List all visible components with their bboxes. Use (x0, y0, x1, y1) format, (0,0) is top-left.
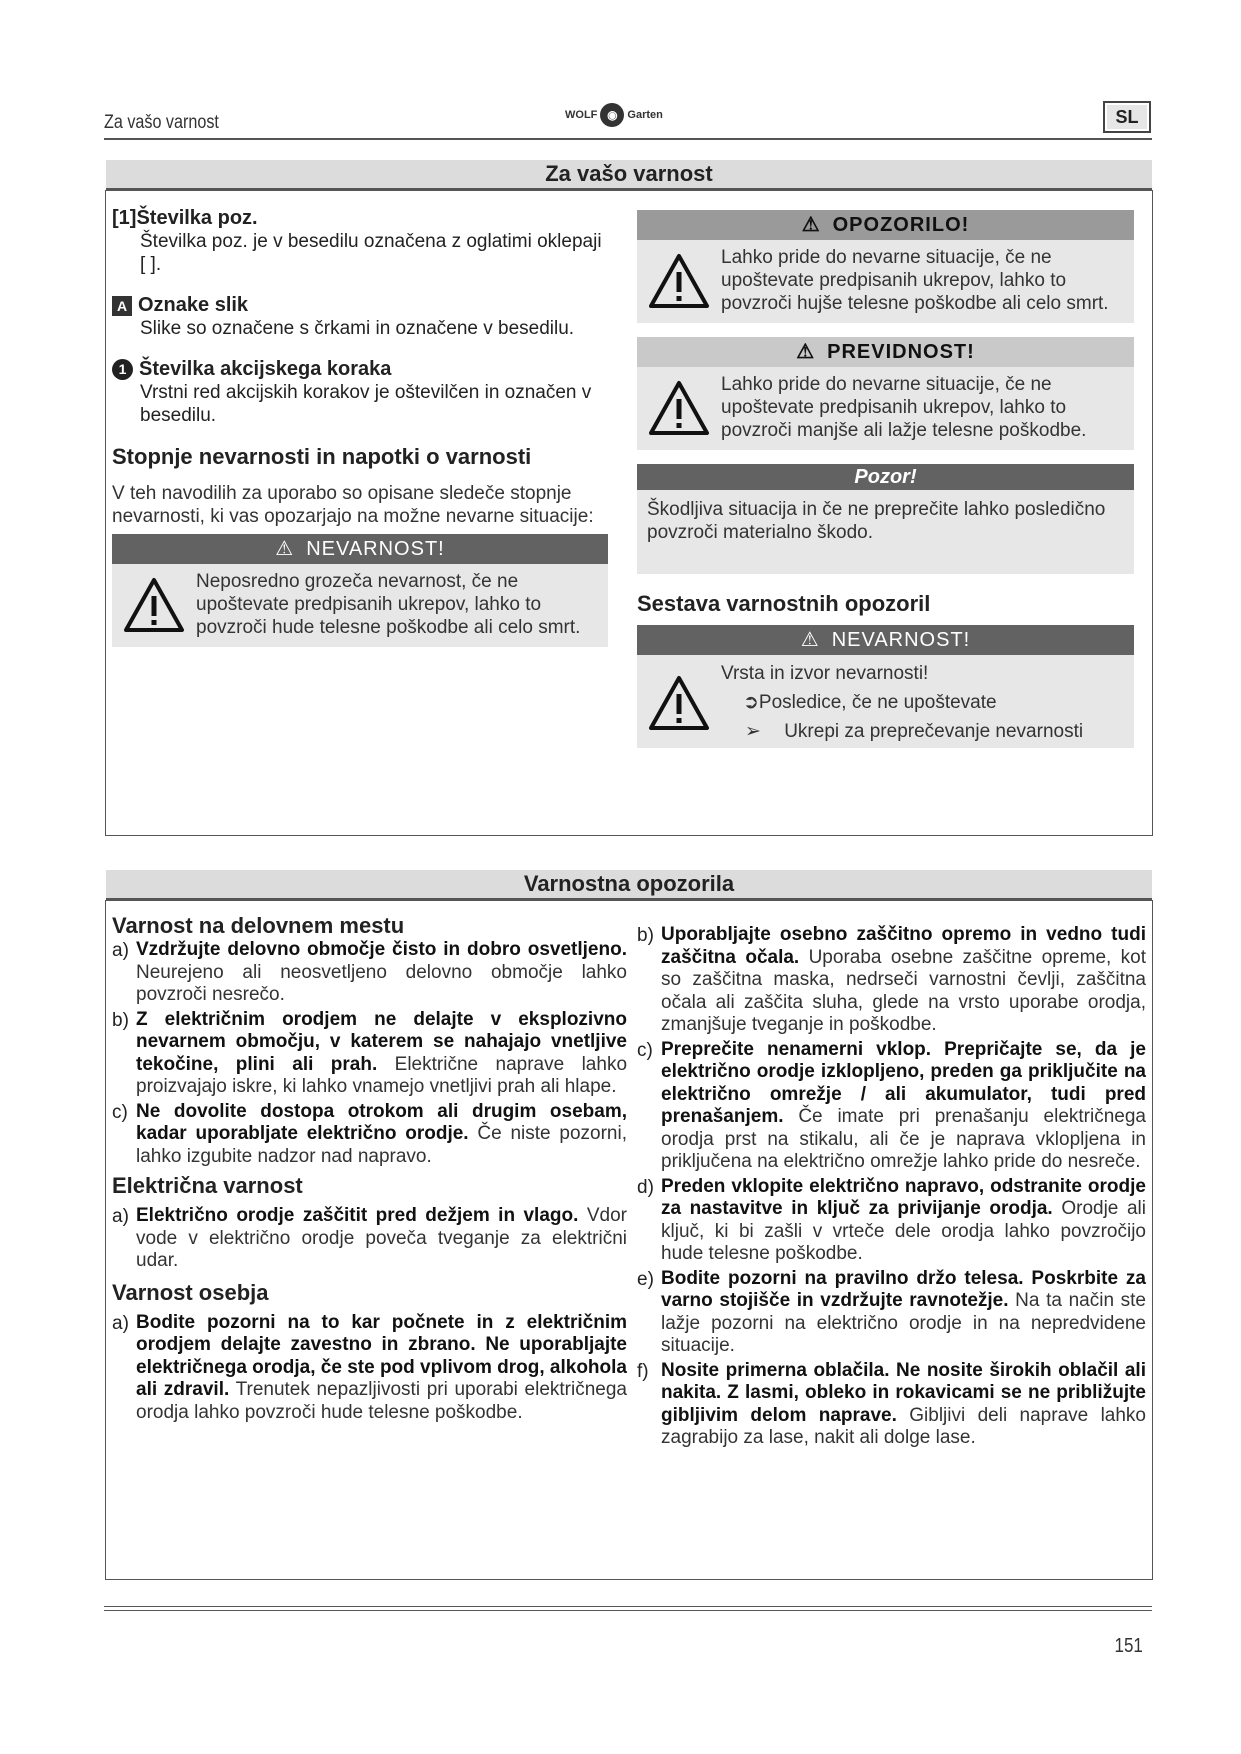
warning-triangle-icon (645, 373, 713, 442)
language-badge: SL (1103, 101, 1151, 133)
list-item: e) Bodite pozorni na pravilno držo telesa. Poskrbite za varno stojišče in vzdržujte ravnotežje. Na ta način ste lažje pozorni na električno orodje in na nepredvidene situacije. (637, 1267, 1146, 1356)
warning-box (637, 210, 1134, 323)
warning-triangle-icon (645, 659, 713, 746)
workplace-safety-heading: Varnost na delovnem mestu (112, 913, 405, 938)
list-item: a) Električno orodje zaščitit pred dežjem in vlago. Vdor vode v električno orodje poveča tveganje za električni udar. (112, 1205, 627, 1271)
warning-text: Lahko pride do nevarne situacije, če ne upoštevate predpisanih ukrepov, lahko to povzroči hujše telesne poškodbe ali celo smrt. (721, 247, 1109, 314)
danger-header (112, 534, 608, 564)
list-item: c) Ne dovolite dostopa otrokom ali drugim osebam, kadar uporabljate električno orodje. Če niste pozorni, lahko izgubite nadzor nad napravo. (112, 1100, 627, 1167)
warning-triangle-icon (645, 246, 713, 315)
electrical-safety-heading: Električna varnost (112, 1173, 303, 1198)
list-item: a) Bodite pozorni na to kar počnete in z električnim orodjem delajte zavestno in zbrano. Ne uporabljajte električnega orodja, če ste pod vplivom drog, alkohola ali zdravil. Trenutek nepazljivosti pri uporabi električnega orodja lahko povzroči hude telesne poškodbe. (112, 1311, 627, 1423)
warning-triangle-icon: ⚠ (801, 213, 821, 236)
warning-triangle-icon: ⚠ (800, 628, 820, 651)
hazard-levels-heading: Stopnje nevarnosti in napotki o varnosti (112, 444, 532, 469)
warning-triangle-icon: ⚠ (275, 537, 295, 560)
example-line-consequence: ➲Posledice, če ne upoštevate (743, 692, 997, 713)
notice-label: Pozor! (637, 464, 1134, 490)
footer-rule-1 (104, 1606, 1152, 1607)
notice-text: Škodljiva situacija in če ne preprečite lahko posledično povzroči materialno škodo. (647, 499, 1106, 543)
logo-text-right: Garten (627, 109, 663, 121)
danger-label: NEVARNOST! (306, 537, 445, 560)
warning-triangle-icon: ⚠ (796, 340, 816, 363)
item-position-title: [1]Številka poz. (112, 207, 258, 229)
example-label: NEVARNOST! (831, 628, 971, 651)
list-item: b) Z električnim orodjem ne delajte v eksplozivno nevarnem območju, v katerem se nahajajo vnetljive tekočine, plini ali prah. Električne naprave lahko proizvajajo iskre, ki lahko vnamejo vnetljivi prah ali hlape. (112, 1008, 628, 1097)
warnings-left-column (112, 914, 627, 1426)
item-step-title: Številka akcijskega koraka (139, 358, 392, 380)
structure-heading: Sestava varnostnih opozoril (637, 591, 931, 616)
caution-box (637, 337, 1134, 450)
step-number-icon: 1 (112, 359, 133, 380)
safety-right-column (637, 210, 1134, 748)
caution-header (637, 337, 1134, 367)
item-step (112, 358, 612, 381)
list-item: d) Preden vklopite električno napravo, odstranite orodje za nastavitve in ključ za privijanje orodja. Orodje ali ključ, ki bi zašli v vrteče dele orodja lahko povzročijo hude telesne poškodbe. (637, 1175, 1146, 1264)
section-title-warnings: Varnostna opozorila (106, 870, 1152, 900)
wolf-head-icon: ◉ (600, 103, 624, 127)
personal-safety-heading: Varnost osebja (112, 1279, 269, 1305)
section-title-safety: Za vašo varnost (106, 160, 1152, 190)
example-box (637, 625, 1134, 748)
header-rule (104, 138, 1152, 140)
safety-left-column (112, 207, 612, 647)
list-item: b) Uporabljajte osebno zaščitno opremo in vedno tudi zaščitna očala. Uporaba osebne zaščitne opreme, kot so zaščitna maska, nedrseči varnostni čevlji, zaščitna očala ali zaščita sluha, glede na vrsto uporabe orodja, zmanjšuje tveganje in poškodbe. (637, 924, 1147, 1035)
arrow-icon: ➢ (745, 721, 761, 742)
list-item: f) Nosite primerna oblačila. Ne nosite širokih oblačil ali nakita. Z lasmi, obleko in rokavicami se ne približujte gibljivim delom naprave. Gibljivi deli naprave lahko zagrabijo za lase, nakit ali dolge lase. (637, 1359, 1146, 1448)
warning-label: OPOZORILO! (832, 213, 970, 236)
item-figure (112, 294, 612, 317)
example-line-hazard: Vrsta in izvor nevarnosti! (721, 663, 929, 684)
brand-logo (565, 103, 663, 127)
hazard-levels-intro: V teh navodilih za uporabo so opisane sledeče stopnje nevarnosti, ki vas opozarjajo na možne nevarne situacije: (112, 483, 594, 527)
danger-box (112, 534, 608, 647)
example-header (637, 625, 1134, 655)
running-header: Za vašo varnost (104, 112, 219, 133)
warnings-right-column (637, 924, 1146, 1452)
caution-text: Lahko pride do nevarne situacije, če ne upoštevate predpisanih ukrepov, lahko to povzroči manjše ali lažje telesne poškodbe. (721, 374, 1087, 441)
item-figure-title: Oznake slik (138, 294, 249, 316)
item-position-body: Številka poz. je v besedilu označena z oglatimi oklepaji [ ]. (140, 231, 602, 275)
list-item: c) Preprečite nenamerni vklop. Prepričajte se, da je električno orodje izklopljeno, preden ga priključite na električno omrežje / ali akumulator, tudi pred prenašanjem. Če imate pri prenašanju električnega orodja prst na stikalu, ali če je naprava vklopljena in priključena na električno omrežje lahko pride do nesreče. (637, 1038, 1146, 1172)
item-figure-body: Slike so označene s črkami in označene v besedilu. (140, 318, 575, 339)
page-number: 151 (1114, 1635, 1143, 1657)
item-step-body: Vrstni red akcijskih korakov je oštevilčen in označen v besedilu. (140, 382, 592, 426)
footer-rule-2 (104, 1610, 1152, 1611)
danger-text: Neposredno grozeča nevarnost, če ne upoštevate predpisanih ukrepov, lahko to povzroči hude telesne poškodbe ali celo smrt. (196, 571, 581, 638)
notice-box (637, 464, 1134, 574)
logo-text-left: WOLF (565, 109, 598, 121)
example-line-measures-text: Ukrepi za preprečevanje nevarnosti (784, 721, 1084, 742)
example-line-measures (721, 717, 1083, 746)
figure-letter-icon: A (112, 296, 132, 316)
caution-label: PREVIDNOST! (827, 340, 975, 363)
list-item: a) Vzdržujte delovno območje čisto in dobro osvetljeno. Neurejeno ali neosvetljeno delovno območje lahko povzroči nesrečo. (112, 939, 627, 1005)
warning-triangle-icon (120, 570, 188, 639)
warning-header (637, 210, 1134, 240)
